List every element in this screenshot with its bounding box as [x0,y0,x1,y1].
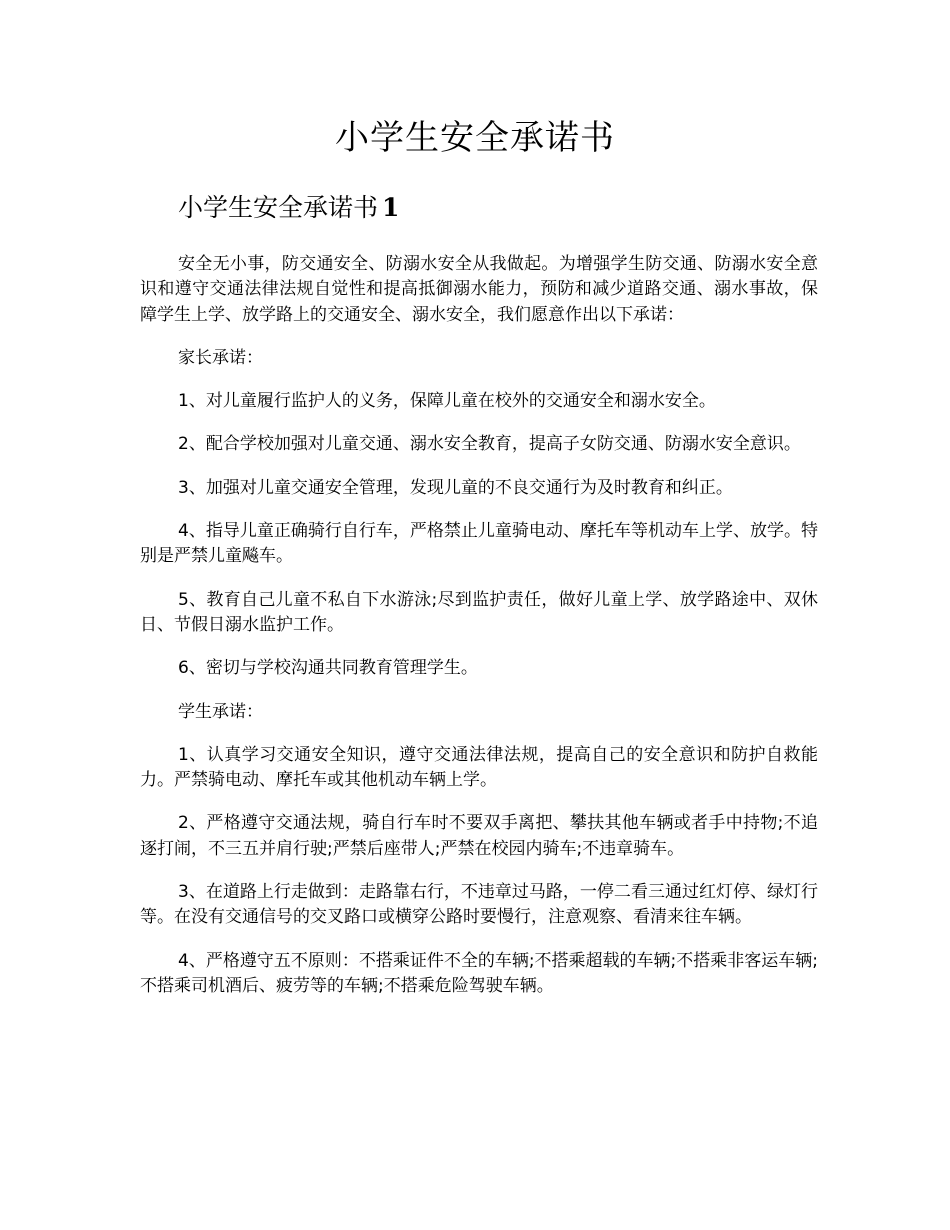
parent-pledge-item-2: 2、配合学校加强对儿童交通、溺水安全教育，提高子女防交通、防溺水安全意识。 [178,434,801,455]
section-heading-number: 1 [382,193,400,222]
student-pledge-heading: 学生承诺： [178,701,263,722]
section-heading-text: 小学生安全承诺书 [178,193,379,222]
parent-pledge-heading: 家长承诺： [178,347,263,368]
student-pledge-item-3: 3、在道路上行走做到：走路靠右行，不违章过马路，一停二看三通过红灯停、绿灯行等。在没有交通信号的交叉路口或横穿公路时要慢行，注意观察、看清来往车辆。 [140,882,818,928]
parent-pledge-item-6: 6、密切与学校沟通共同教育管理学生。 [178,658,478,679]
parent-pledge-item-5: 5、教育自己儿童不私自下水游泳;尽到监护责任，做好儿童上学、放学路途中、双休日、节假日溺水监护工作。 [140,589,818,635]
intro-paragraph: 安全无小事，防交通安全、防溺水安全从我做起。为增强学生防交通、防溺水安全意识和遵守交通法律法规自觉性和提高抵御溺水能力，预防和减少道路交通、溺水事故，保障学生上学、放学路上的交通安全、溺水安全，我们愿意作出以下承诺： [140,254,818,325]
student-pledge-item-1: 1、认真学习交通安全知识，遵守交通法律法规，提高自己的安全意识和防护自救能力。严禁骑电动、摩托车或其他机动车辆上学。 [140,744,818,791]
parent-pledge-item-1: 1、对儿童履行监护人的义务，保障儿童在校外的交通安全和溺水安全。 [178,391,716,412]
student-pledge-item-2: 2、严格遵守交通法规，骑自行车时不要双手离把、攀扶其他车辆或者手中持物;不追逐打闹，不三五并肩行驶;严禁后座带人;严禁在校园内骑车;不违章骑车。 [140,813,818,859]
document-body [140,252,818,1017]
section-heading [178,188,399,228]
parent-pledge-item-3: 3、加强对儿童交通安全管理，发现儿童的不良交通行为及时教育和纠正。 [178,477,733,498]
document-title: 小学生安全承诺书 [335,118,615,158]
parent-pledge-item-4: 4、指导儿童正确骑行自行车，严格禁止儿童骑电动、摩托车等机动车上学、放学。特别是严禁儿童飚车。 [140,521,818,567]
student-pledge-item-4: 4、严格遵守五不原则：不搭乘证件不全的车辆;不搭乘超载的车辆;不搭乘非客运车辆;不搭乘司机酒后、疲劳等的车辆;不搭乘危险驾驶车辆。 [140,950,818,996]
